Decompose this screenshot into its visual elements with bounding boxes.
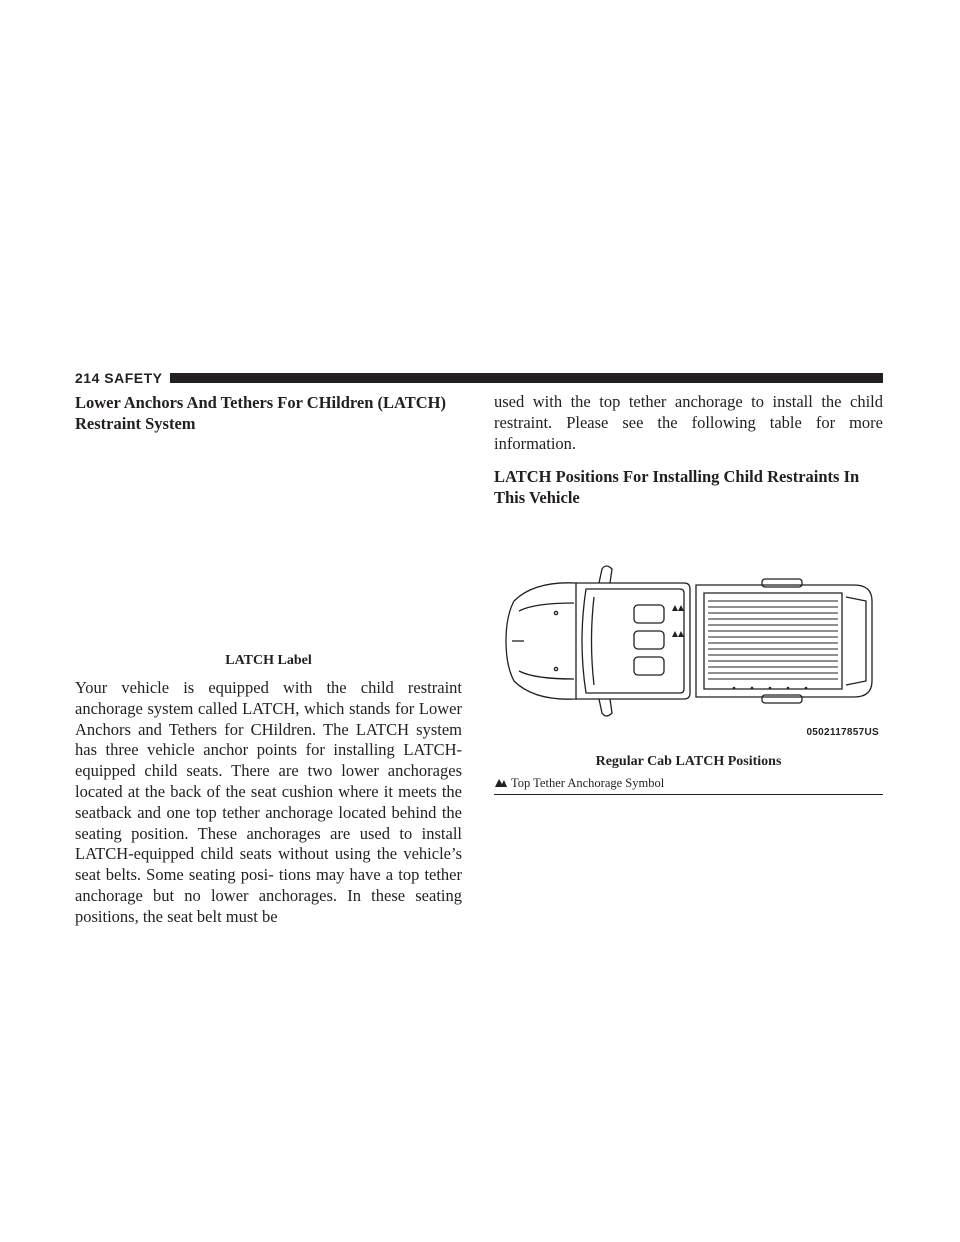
regular-cab-latch-diagram <box>494 541 883 741</box>
latch-label-caption: LATCH Label <box>225 653 312 668</box>
page-number-section: 214 SAFETY <box>75 370 163 386</box>
tether-anchor-icon <box>494 777 508 789</box>
figure-caption: Regular Cab LATCH Positions <box>595 754 782 770</box>
figure-code: 0502117857US <box>806 727 879 739</box>
legend-row <box>494 775 883 795</box>
latch-positions-heading: LATCH Positions For Installing Child Restraints In This Vehicle <box>494 467 860 508</box>
latch-label-image <box>75 434 462 652</box>
continued-paragraph: used with the top tether anchorage to install the child restraint. Please see the following table for more information. <box>494 392 883 453</box>
legend-text: Top Tether Anchorage Symbol <box>511 776 665 791</box>
right-column <box>494 392 883 795</box>
latch-description-paragraph: Your vehicle is equipped with the child restraint anchorage system called LATCH, which stands for Lower Anchors and Tethers for CHildren. The LATCH system has three vehicle anchor points for installing LATCH-equipped child seats. There are two lower anchorages located at the back of the seat cushion where it meets the seatback and one top tether anchorage located behind the seating position. These anchorages are used to install LATCH-equipped child seats without using the vehicle’s seat belts. Some seating posi- tions may have a top tether anchorage but no lower anchorages. In these seating positions, the seat belt must be <box>75 678 462 926</box>
truck-top-view-icon <box>494 541 883 731</box>
latch-section-heading: Lower Anchors And Tethers For CHildren (LATCH) Restraint System <box>75 393 446 433</box>
header-rule <box>170 373 883 383</box>
left-column <box>75 392 462 928</box>
page-header <box>75 368 883 388</box>
